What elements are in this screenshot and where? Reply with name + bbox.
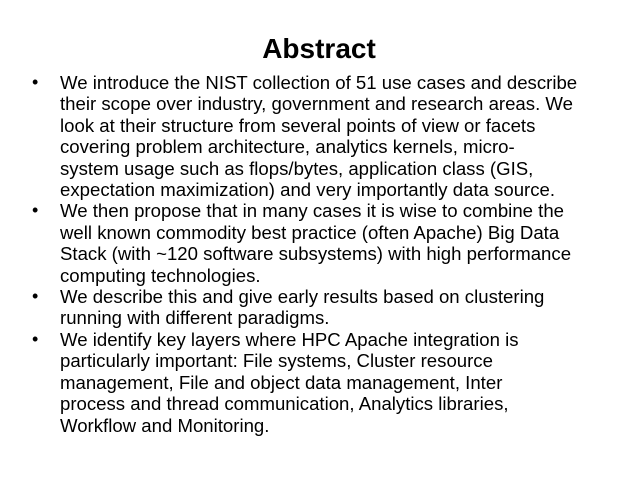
bullet-text-line: Workflow and Monitoring. xyxy=(60,414,270,436)
bullet-list xyxy=(30,72,620,436)
bullet-item xyxy=(30,72,620,200)
bullet-icon: • xyxy=(32,286,39,307)
bullet-text-line: Stack (with ~120 software subsystems) with high performance xyxy=(60,243,572,265)
bullet-item xyxy=(30,200,620,286)
bullet-item xyxy=(30,329,620,436)
bullet-text-line: covering problem architecture, analytics kernels, micro- xyxy=(60,136,515,158)
bullet-text-line: We identify key layers where HPC Apache integration is xyxy=(60,328,519,350)
bullet-text-line: We describe this and give early results based on clustering xyxy=(60,286,545,308)
bullet-text-line: We introduce the NIST collection of 51 use cases and describe xyxy=(60,72,578,93)
bullet-text-line: particularly important: File systems, Cluster resource xyxy=(60,350,493,372)
bullet-text-line: management, File and object data management, Inter xyxy=(60,371,503,393)
bullet-text-line: process and thread communication, Analytics libraries, xyxy=(60,393,509,415)
bullet-text-line: running with different paradigms. xyxy=(60,307,330,329)
bullet-icon: • xyxy=(32,72,39,92)
bullet-text-line: expectation maximization) and very importantly data source. xyxy=(60,179,556,201)
bullet-item xyxy=(30,286,620,329)
bullet-icon: • xyxy=(32,200,39,221)
bullet-text-line: We then propose that in many cases it is wise to combine the xyxy=(60,200,565,222)
bullet-text-line: look at their structure from several points of view or facets xyxy=(60,114,536,136)
bullet-text-line: their scope over industry, government and research areas. We xyxy=(60,93,573,115)
bullet-text-line: well known commodity best practice (often Apache) Big Data xyxy=(60,221,560,243)
bullet-icon: • xyxy=(32,328,39,349)
bullet-text-line: system usage such as flops/bytes, application class (GIS, xyxy=(60,157,534,179)
bullet-text-line: computing technologies. xyxy=(60,264,261,286)
slide-title: Abstract xyxy=(262,33,376,64)
